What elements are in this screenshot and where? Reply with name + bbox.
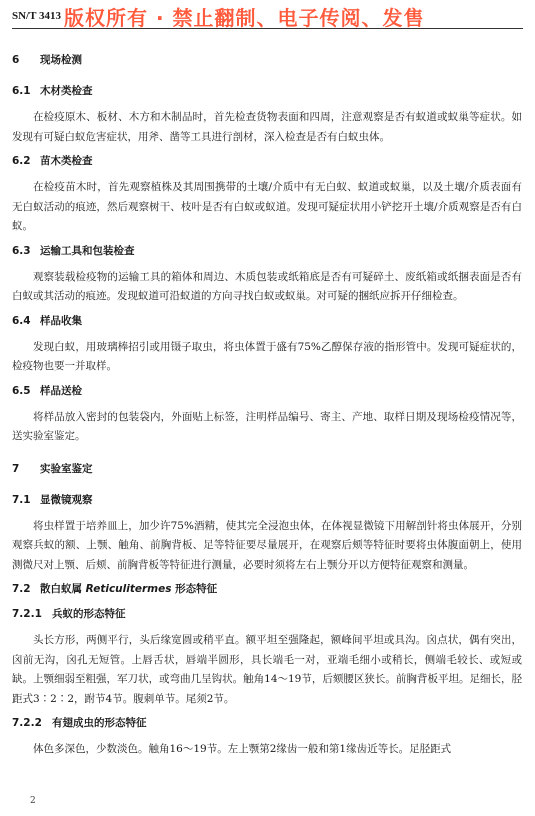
section-title: 苗木类检查 [40, 155, 93, 167]
section-number: 6.3 [12, 244, 31, 257]
section-6-1-heading [12, 83, 522, 98]
section-7-1-heading [12, 492, 522, 507]
section-title: 有翅成虫的形态特征 [52, 717, 147, 729]
section-7-2-1-heading [12, 606, 522, 621]
section-title-cn: 散白蚁属 [40, 583, 82, 595]
section-title-end: 形态特征 [175, 583, 218, 595]
section-number: 6.4 [12, 314, 31, 327]
standard-code: SN/T 3413 [12, 10, 62, 22]
section-title: 现场检测 [40, 54, 82, 66]
section-title: 样品收集 [40, 314, 82, 327]
section-title: 显微镜观察 [40, 493, 93, 506]
section-number: 7.2.1 [12, 608, 42, 620]
section-title: 实验室鉴定 [40, 462, 93, 475]
section-6-4-heading [12, 313, 522, 328]
section-6-3-paragraph: 观察装载检疫物的运输工具的箱体和周边、木质包装或纸箱底是否有可疑碎土、废纸箱或纸捆表面是否有白蚁或其活动的痕迹。发现蚁道可沿蚁道的方向寻找白蚁或蚁巢。对可疑的捆纸应拆开仔细检查。 [12, 270, 522, 302]
section-7-2-2-paragraph: 体色多深色，少数淡色。触角16～19节。左上颚第2缘齿一般和第1缘齿近等长。足胫距式 [33, 743, 452, 755]
section-title: 样品送检 [40, 384, 82, 397]
section-number: 6 [12, 54, 20, 66]
header-rule [12, 28, 523, 29]
section-number: 7.2.2 [12, 717, 42, 729]
section-6-1-paragraph: 在检疫原木、板材、木方和木制品时，首先检查货物表面和四周，注意观察是否有蚁道或蚁巢等症状。如发现有可疑白蚁危害症状，用斧、凿等工具进行剖材，深入检查是否有白蚁虫体。 [12, 111, 522, 143]
page-number: 2 [30, 796, 36, 806]
section-7-2-1-paragraph: 头长方形，两侧平行，头后缘宽圆或稍平直。额平坦至强隆起，额峰间平坦或具沟。囟点状，偶有突出，囟前无沟，囟孔无短管。上唇舌状，唇端半圆形，具长端毛一对，亚端毛细小或稍长，侧端毛较长、或短或缺。上颚细弱至粗强，军刀状，或弯曲几呈钩状。触角14～19节，后颏腰区狭长。前胸背板平坦。足细长，胫距式3∶2∶2，跗节4节。腹刺单节。尾须2节。 [12, 634, 522, 705]
section-number: 6.2 [12, 155, 31, 167]
section-number: 6.5 [12, 384, 31, 397]
section-6-3-heading [12, 243, 522, 258]
section-number: 7.1 [12, 493, 31, 506]
section-6-2-heading [12, 153, 522, 168]
document-body [12, 52, 522, 766]
section-7-heading [12, 461, 522, 476]
genus-name: Reticulitermes [85, 583, 172, 595]
section-6-4-paragraph: 发现白蚁，用玻璃棒招引或用镊子取虫，将虫体置于盛有75%乙醇保存液的指形管中。发现可疑症状的，检疫物也要一并取样。 [12, 340, 522, 372]
section-6-5-paragraph: 将样品放入密封的包装袋内，外面贴上标签，注明样品编号、寄主、产地、取样日期及现场检疫情况等，送实验室鉴定。 [12, 410, 522, 442]
section-6-5-heading [12, 383, 522, 398]
section-number: 6.1 [12, 85, 31, 97]
section-7-2-2-heading [12, 715, 522, 730]
copyright-watermark: 版权所有 · 禁止翻制、电子传阅、发售 [64, 6, 425, 30]
section-number: 7.2 [12, 583, 31, 595]
section-title: 木材类检查 [40, 85, 93, 97]
section-6-2-paragraph: 在检疫苗木时，首先观察植株及其周围携带的土壤/介质中有无白蚁、蚁道或蚁巢，以及土壤/介质表面有无白蚁活动的痕迹，然后观察树干、枝叶是否有白蚁或蚁道。发现可疑症状用小铲挖开土壤/介质观察是否有白蚁。 [12, 181, 522, 232]
section-7-2-heading [12, 581, 522, 596]
section-6-heading [12, 52, 522, 67]
section-title: 兵蚁的形态特征 [52, 608, 126, 620]
section-7-1-paragraph: 将虫样置于培养皿上，加少许75%酒精，使其完全浸泡虫体，在体视显微镜下用解剖针将虫体展开，分别观察兵蚁的额、上颚、触角、前胸背板、足等特征要尽量展开，在观察后颊等特征时要将虫体腹面朝上，使用测微尺对上颚、后颊、前胸背板等特征进行测量，必要时须将左右上颚分开以方便特征观察和测量。 [12, 519, 522, 571]
section-title: 运输工具和包装检查 [40, 244, 135, 257]
section-number: 7 [12, 462, 20, 475]
